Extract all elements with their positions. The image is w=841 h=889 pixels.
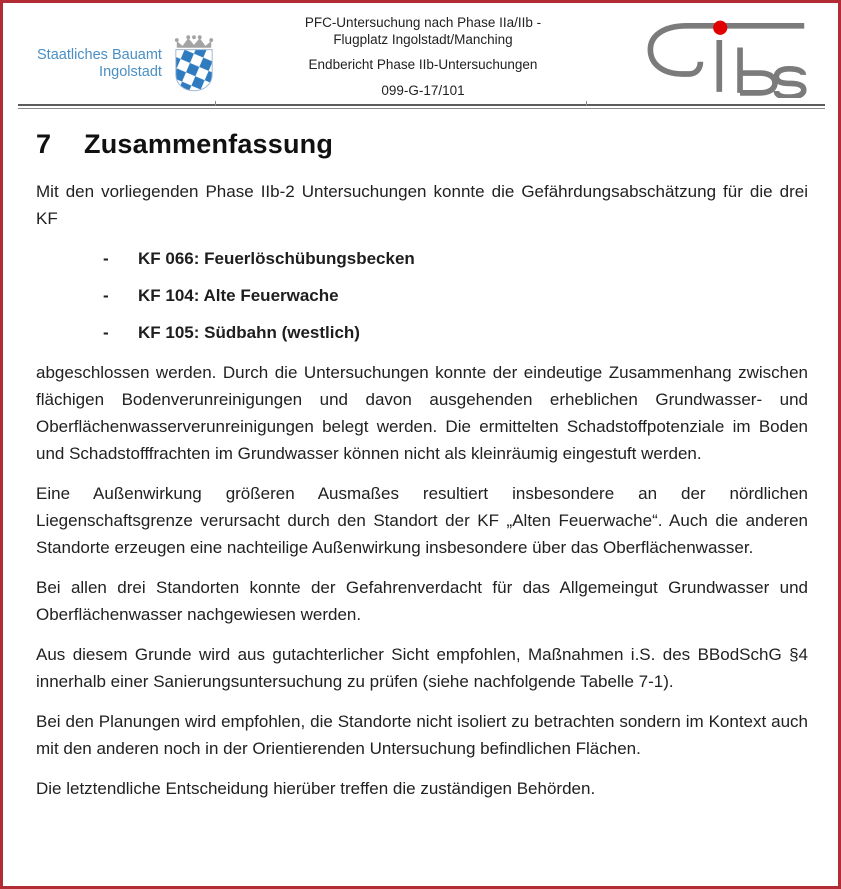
bavaria-coat-of-arms-logo [172,33,216,95]
list-item [36,319,808,346]
kf-list [36,245,808,346]
doc-subtitle: Endbericht Phase IIb-Untersuchungen [308,57,538,72]
list-item-text: KF 066: Feuerlöschübungsbecken [138,249,415,268]
list-bullet: - [103,249,109,268]
header-rule-tick [586,101,587,106]
paragraph: Eine Außenwirkung größeren Ausmaßes resultiert insbesondere an der nördlichen Liegenschaftsgrenze verursacht durch den Standort der KF „Alten Feuerwache“. Auch die anderen Standorte erzeugen eine nachteilige Außenwirkung insbesondere über das Oberflächenwasser. [36,484,808,557]
doc-meta [243,14,603,99]
list-bullet: - [103,286,109,305]
list-item-text: KF 104: Alte Feuerwache [138,286,339,305]
list-item [36,245,808,272]
section-heading [36,129,808,160]
section-title: Zusammenfassung [84,129,334,159]
page-header [3,3,838,109]
document-body [3,109,838,886]
org-name-line1: Staatliches Bauamt [37,47,162,63]
org-name-line2: Ingolstadt [99,64,162,80]
paragraph: abgeschlossen werden. Durch die Untersuchungen konnte der eindeutige Zusammenhang zwischen flächigen Bodenverunreinigungen und davon ausgehenden erheblichen Grundwasser- und Oberflächenwasserverunreinigungen belegt werden. Die ermittelten Schadstoffpotenziale im Boden und Schadstofffrachten im Grundwasser können nicht als kleinräumig eingestuft werden. [36,363,808,463]
org-block [37,33,216,95]
doc-title-line2: Flugplatz Ingolstadt/Manching [333,32,513,47]
org-name [37,47,162,81]
header-rule-tick [215,101,216,106]
paragraph: Aus diesem Grunde wird aus gutachterlicher Sicht empfohlen, Maßnahmen i.S. des BBodSchG §4 innerhalb einer Sanierungsuntersuchung zu prüfen (siehe nachfolgende Tabelle 7-1). [36,645,808,691]
list-item-text: KF 105: Südbahn (westlich) [138,323,360,342]
paragraph: Bei den Planungen wird empfohlen, die Standorte nicht isoliert zu betrachten sondern im Kontext auch mit den anderen noch in der Orientierenden Untersuchung befindlichen Flächen. [36,712,808,758]
doc-reference: 099-G-17/101 [381,83,465,98]
list-item [36,282,808,309]
doc-title-line1: PFC-Untersuchung nach Phase IIa/IIb - [304,15,542,30]
paragraph: Die letztendliche Entscheidung hierüber treffen die zuständigen Behörden. [36,779,596,798]
paragraph: Bei allen drei Standorten konnte der Gefahrenverdacht für das Allgemeingut Grundwasser und Oberflächenwasser nachgewiesen werden. [36,578,808,624]
paragraph-intro: Mit den vorliegenden Phase IIb-2 Untersuchungen konnte die Gefährdungsabschätzung für die drei KF [36,182,808,228]
section-number: 7 [36,129,52,159]
list-bullet: - [103,323,109,342]
ibs-logo-dot [713,21,727,35]
ibs-logo [640,16,808,103]
